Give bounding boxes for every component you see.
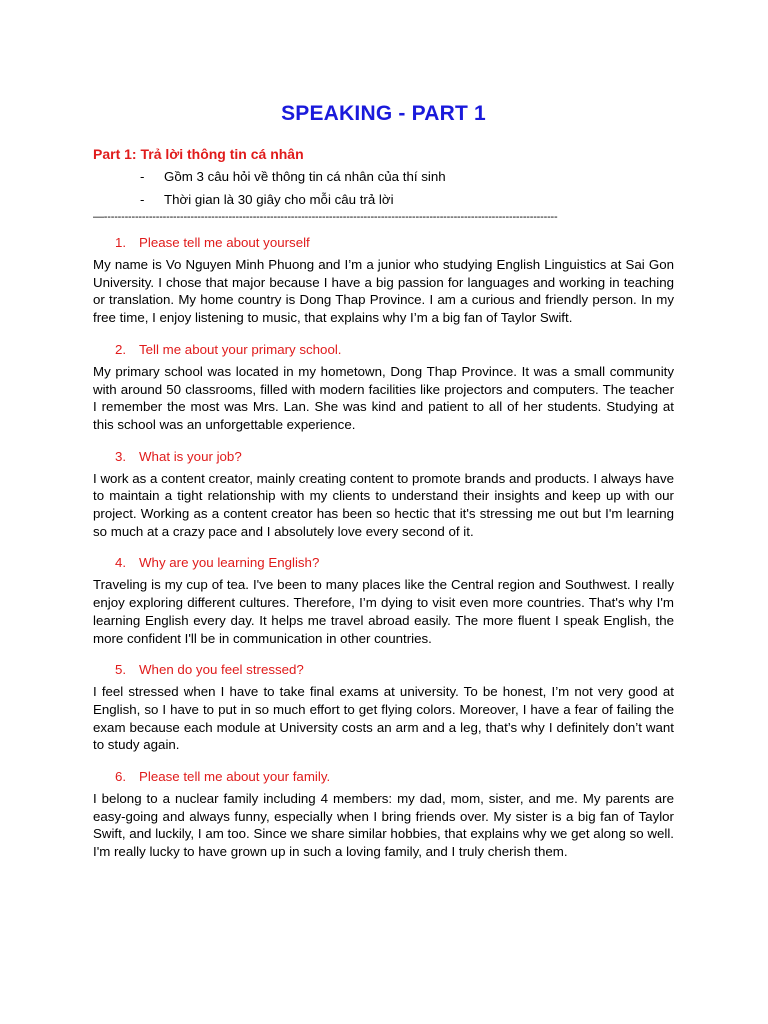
question: [93, 768, 674, 786]
question: [93, 554, 674, 572]
answer-paragraph: I work as a content creator, mainly creating content to promote brands and products. I always have to maintain a tight relationship with my clients to understand their insights and keep up with our project. Working as a content creator has been so hectic that it's stressing me out but I'm learning so much at a crazy pace and I absolutely love every second of it.: [93, 470, 674, 539]
question-text: Tell me about your primary school.: [139, 341, 342, 357]
question-text: Why are you learning English?: [139, 555, 320, 571]
question: [93, 448, 674, 466]
question-number: 3.: [115, 448, 127, 464]
answer-paragraph: Traveling is my cup of tea. I've been to many places like the Central region and Southwest. I really enjoy exploring different cultures. Therefore, I’m dying to visit even more countries. That's why I'm learning English every day. It helps me travel abroad easily. The more fluent I speak English, the more confident I'll be in communication in other countries.: [93, 577, 674, 646]
bullet-text: Thời gian là 30 giây cho mỗi câu trả lời: [164, 192, 394, 207]
bullet-list: [93, 168, 674, 209]
answer-paragraph: I feel stressed when I have to take final exams at university. To be honest, I’m not very good at English, so I have to put in so much effort to get flying colors. Moreover, I have a fear of failing the exam because each module at University costs an arm and a leg, that’s why I definitely don’t want to study again.: [93, 684, 674, 753]
part-heading: Part 1: Trả lời thông tin cá nhân: [93, 146, 304, 162]
qa-item: [93, 661, 674, 754]
question: [93, 661, 674, 679]
question: [93, 234, 674, 252]
qa-item: [93, 554, 674, 647]
question-number: 2.: [115, 341, 127, 357]
question-number: 4.: [115, 555, 127, 571]
bullet-marker: -: [140, 169, 145, 184]
bullet-marker: -: [140, 192, 145, 207]
question-number: 6.: [115, 769, 127, 785]
answer-paragraph: My primary school was located in my hometown, Dong Thap Province. It was a small community with around 50 classrooms, filled with modern facilities like projectors and computers. The teacher I remember the most was Mrs. Lan. She was kind and patient to all of her students. Studying at this school was an unforgettable experience.: [93, 363, 674, 432]
qa-item: [93, 448, 674, 541]
page-title: SPEAKING - PART 1: [281, 102, 486, 125]
answer-paragraph: My name is Vo Nguyen Minh Phuong and I’m a junior who studying English Linguistics at Sai Gon University. I chose that major because I have a big passion for languages and working in teaching or translation. My home country is Dong Thap Province. I am a curious and friendly person. In my free time, I enjoy listening to music, that explains why I’m a big fan of Taylor Swift.: [93, 257, 674, 326]
qa-item: [93, 768, 674, 861]
bullet-text: Gồm 3 câu hỏi về thông tin cá nhân của thí sinh: [164, 169, 446, 184]
question-number: 1.: [115, 235, 127, 250]
bullet-item: [93, 191, 674, 209]
question-text: Please tell me about your family.: [139, 769, 331, 785]
question-text: What is your job?: [139, 448, 242, 464]
question: [93, 341, 674, 359]
question-text: Please tell me about yourself: [139, 235, 310, 250]
qa-item: [93, 341, 674, 434]
question-number: 5.: [115, 662, 127, 678]
separator-line: —-----------------------------------------------------------------------------------------------------------------------------------: [93, 211, 558, 223]
question-text: When do you feel stressed?: [139, 662, 304, 678]
qa-item: [93, 234, 674, 327]
answer-paragraph: I belong to a nuclear family including 4 members: my dad, mom, sister, and me. My parents are easy-going and always funny, especially when I bring friends over. My sister is a big fan of Taylor Swift, and luckily, I am too. Since we share similar hobbies, that explains why we get along so well. I'm really lucky to have grown up in such a loving family, and I truly cherish them.: [93, 791, 674, 860]
bullet-item: [93, 168, 674, 186]
